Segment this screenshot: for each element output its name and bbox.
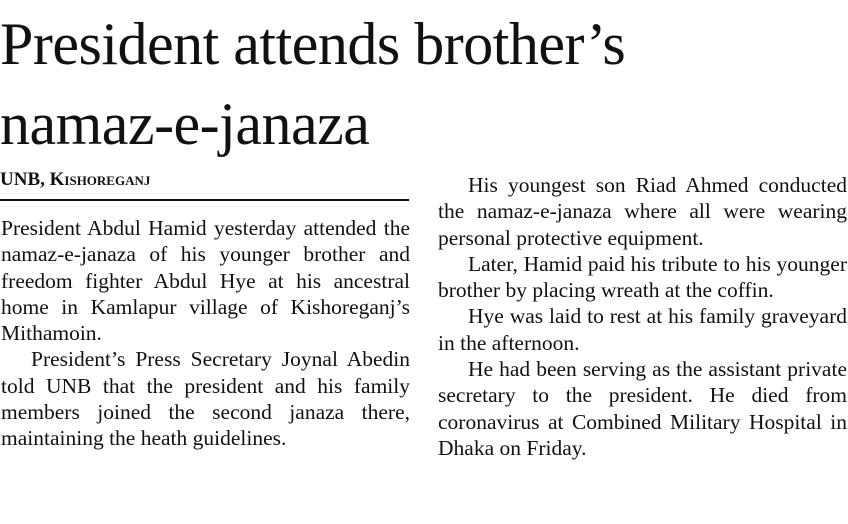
headline-line-1: President attends brother’s [0, 11, 626, 77]
paragraph-5: Hye was laid to rest at his family graveyard in the afternoon. [438, 304, 847, 355]
byline-place: Kishoreganj [49, 169, 151, 190]
paragraph-4: Later, Hamid paid his tribute to his younger brother by placing wreath at the coffin. [438, 251, 847, 303]
headline [0, 4, 848, 164]
byline-divider [0, 199, 409, 201]
paragraph-3: His youngest son Riad Ahmed conducted the namaz-e-janaza where all were wearing personal protective equipment. [438, 173, 847, 250]
paragraph-1: President Abdul Hamid yesterday attended the namaz-e-janaza of his younger brother and freedom fighter Abdul Hye at his ancestral home in Kamlapur village of Kishoreganj’s Mithamoin. [1, 216, 410, 346]
paragraph-2: President’s Press Secretary Joynal Abedin told UNB that the president and his family members joined the second janaza there, maintaining the heath guidelines. [1, 347, 410, 451]
paragraph-6: He had been serving as the assistant private secretary to the president. He died from coronavirus at Combined Military Hospital in Dhaka on Friday. [438, 357, 847, 460]
article-column-right [438, 172, 847, 461]
headline-line-2: namaz-e-janaza [0, 91, 370, 157]
byline [0, 168, 150, 192]
byline-agency: UNB, [0, 169, 45, 190]
article-column-left [1, 215, 410, 452]
